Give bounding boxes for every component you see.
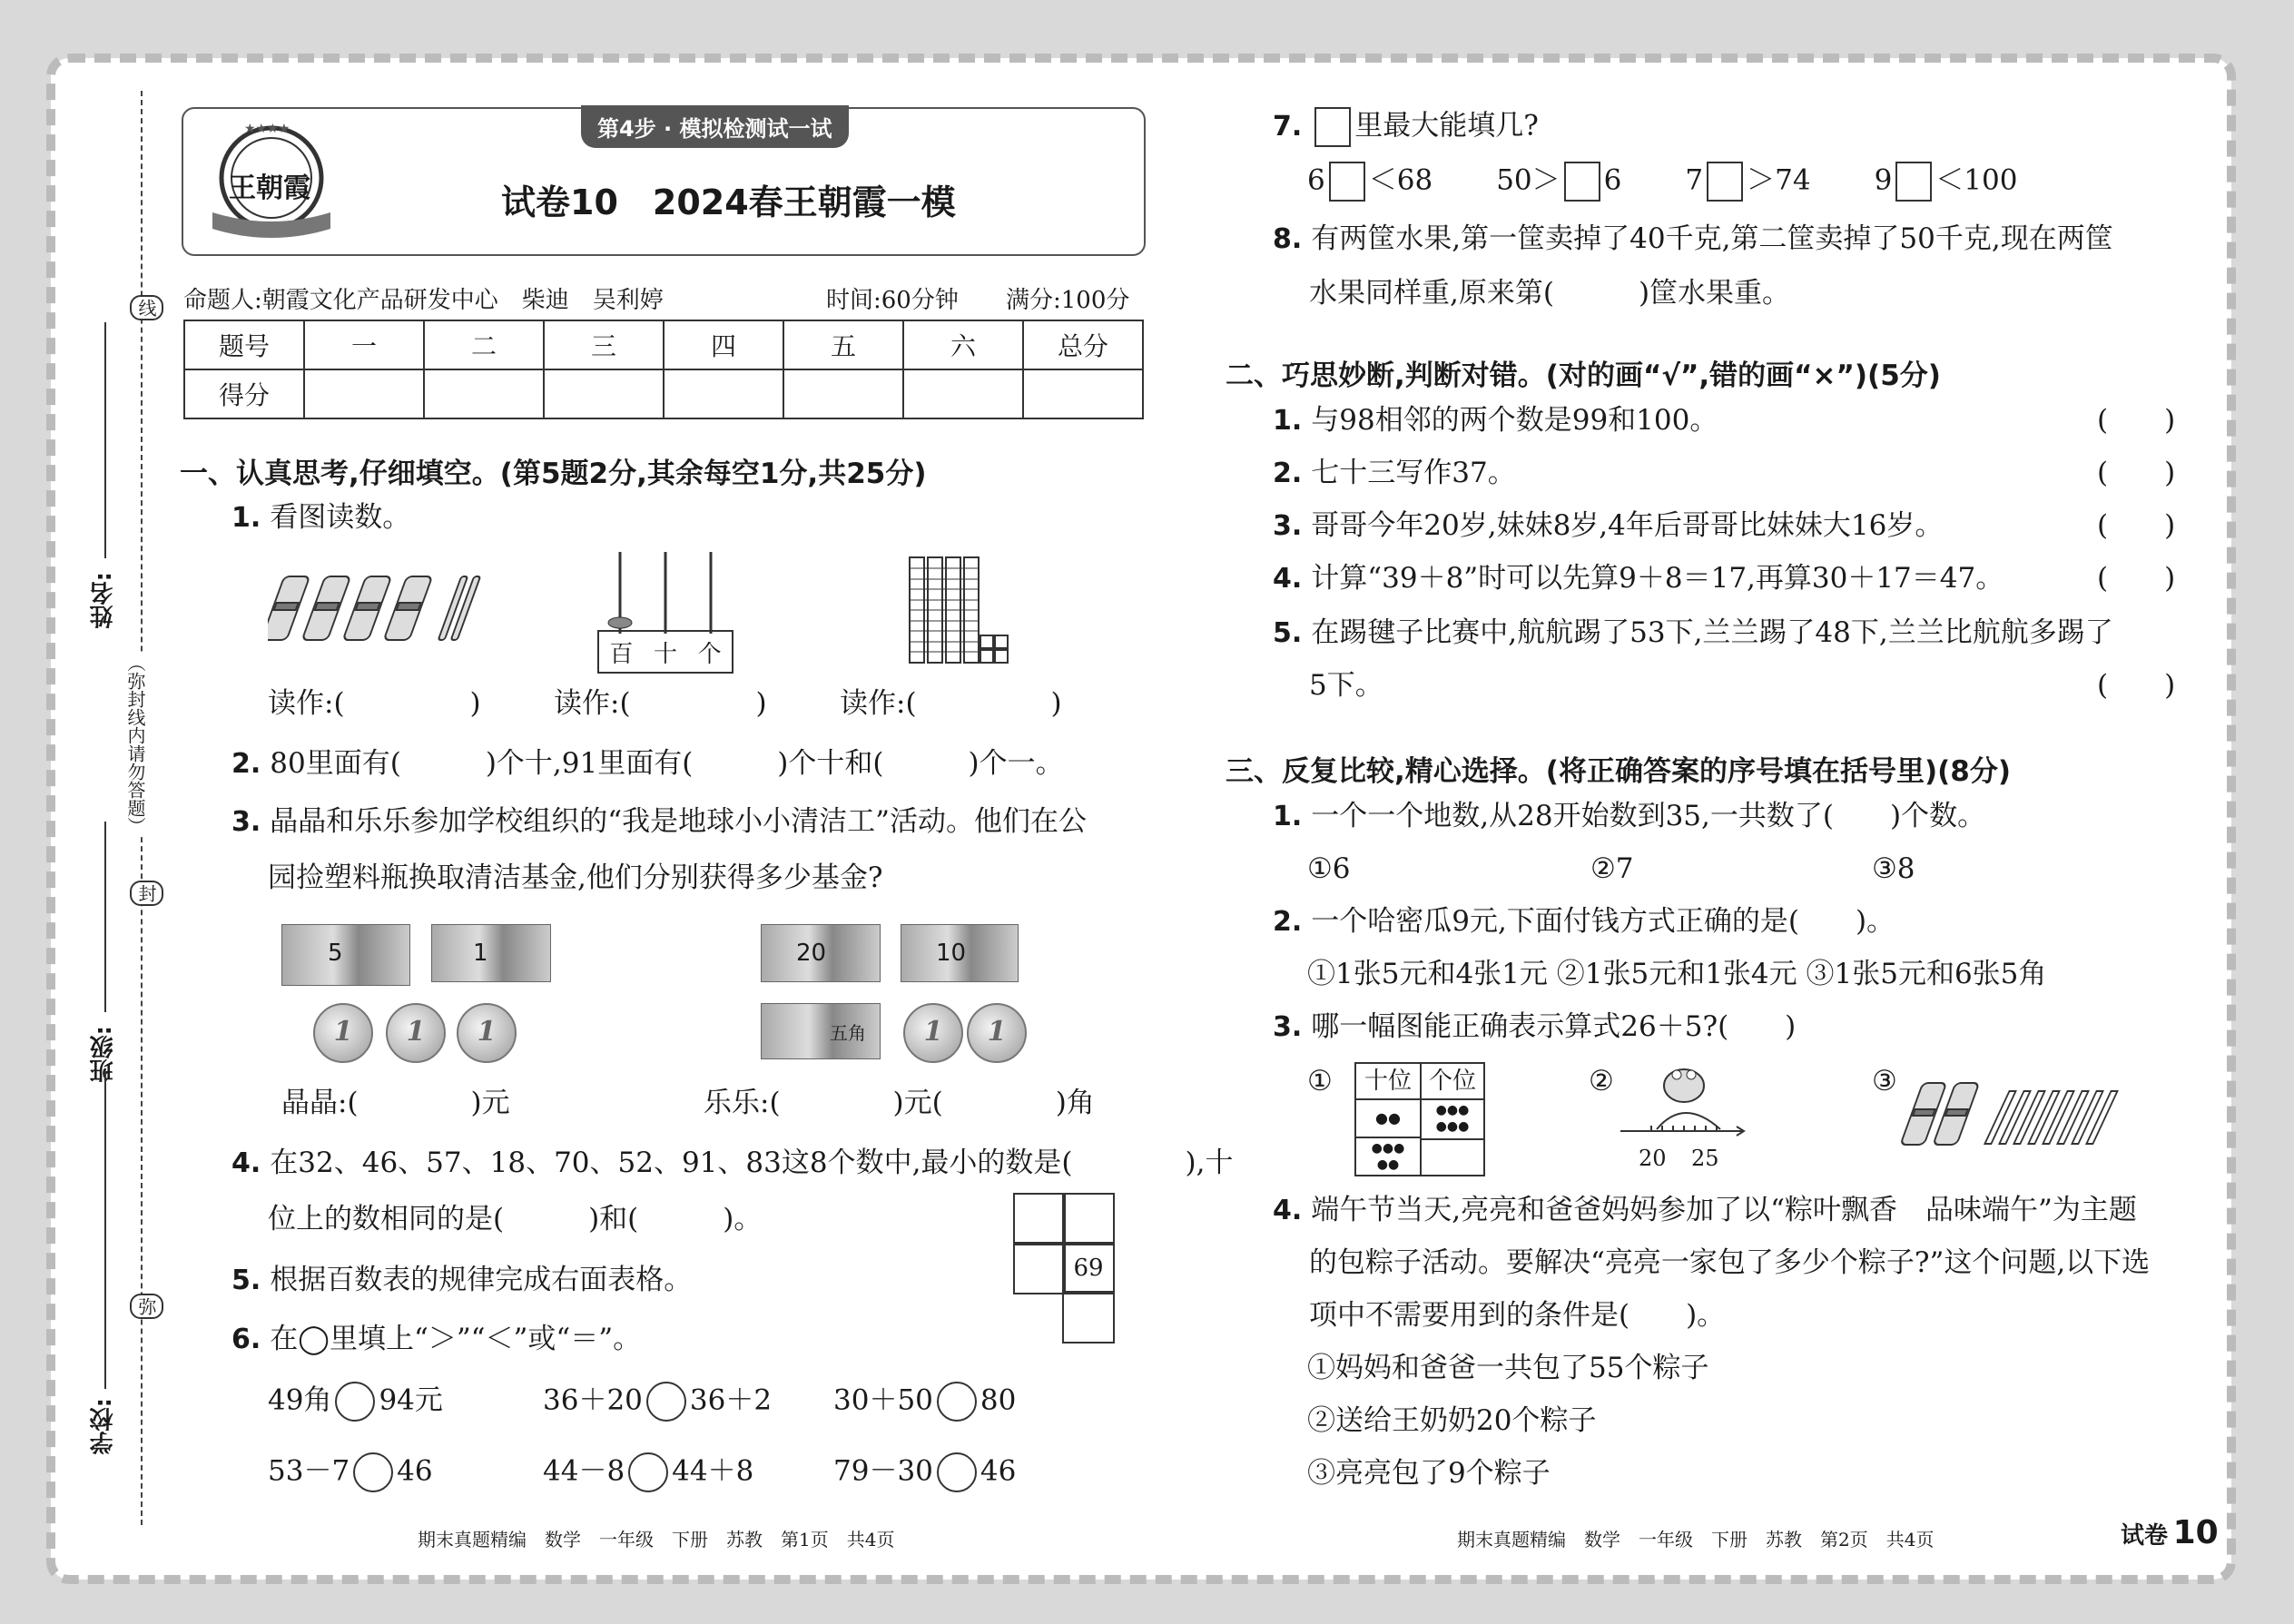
- score-header-cell: 二: [424, 320, 544, 369]
- score-header-cell: 题号: [184, 320, 304, 369]
- bill-1-yuan: [431, 924, 551, 982]
- q2-number: 2.: [231, 748, 261, 780]
- bind-mark: 弥: [130, 1294, 163, 1319]
- score-table-header-row: [184, 320, 1143, 369]
- q1-answer-2: [554, 687, 767, 720]
- choice-text: 哪一幅图能正确表示算式26＋5?( ): [1311, 1010, 1797, 1043]
- compare-item: [543, 1452, 753, 1492]
- grid-cell[interactable]: [1062, 1291, 1115, 1343]
- choice-text: 一个哈密瓜9元,下面付钱方式正确的是( )。: [1311, 905, 1895, 938]
- score-header-cell: 四: [664, 320, 783, 369]
- choice-text: 一个一个地数,从28开始数到35,一共数了( )个数。: [1311, 800, 1986, 832]
- judge-paren[interactable]: ( ): [2097, 562, 2176, 595]
- q7-text: 里最大能填几?: [1354, 109, 1539, 143]
- choice-option[interactable]: ①妈妈和爸爸一共包了55个粽子: [1307, 1352, 1709, 1384]
- choice-number: 2.: [1273, 906, 1303, 938]
- q7-item-a: 50＞: [1496, 163, 1561, 197]
- q7-item-a: 7: [1685, 163, 1704, 197]
- score-table: [183, 320, 1144, 419]
- q7-item-a: 9: [1874, 163, 1893, 197]
- q8: [1273, 222, 2113, 255]
- q5-text: 根据百数表的规律完成右面表格。: [270, 1264, 693, 1296]
- frog-number-line-figure: [1620, 1060, 1748, 1151]
- choice-q4-line3: 项中不需要用到的条件是( )。: [1309, 1299, 1726, 1332]
- q6-text: 在◯里填上“＞”“＜”或“＝”。: [270, 1323, 642, 1355]
- grid-cell[interactable]: [1062, 1193, 1115, 1245]
- binding-margin: [86, 91, 159, 1525]
- paper-label: [2121, 1514, 2219, 1551]
- logo-text: 王朝霞: [229, 172, 310, 204]
- abacus-label: 十: [653, 640, 677, 668]
- choice-option[interactable]: ③: [1872, 1065, 1897, 1097]
- judge-text: 七十三写作37。: [1311, 457, 1516, 489]
- q4: [231, 1149, 1233, 1177]
- q4-text-line1: 在32、46、57、18、70、52、91、83这8个数中,最小的数是( ),十: [270, 1147, 1234, 1179]
- compare-right: 46: [980, 1454, 1017, 1488]
- bill-value: 五角: [830, 1022, 866, 1044]
- q7: [1273, 107, 1539, 147]
- q7-item: [1307, 162, 1433, 202]
- judge-text: 与98相邻的两个数是99和100。: [1311, 404, 1718, 437]
- logo: [203, 122, 340, 240]
- q7-item-b: ＞74: [1747, 163, 1811, 197]
- dots-icon: ●●● ●●: [1356, 1138, 1422, 1176]
- q1-text: 看图读数。: [270, 501, 411, 534]
- compare-left: 44－8: [543, 1454, 625, 1488]
- score-row-label: 得分: [184, 369, 304, 418]
- choice-q2: [1273, 905, 1895, 938]
- choice-text-line1: 端午节当天,亮亮和爸爸妈妈参加了以“粽叶飘香 品味端午”为主题: [1311, 1194, 2137, 1226]
- fill-box[interactable]: [1707, 162, 1743, 202]
- q3-text-line1: 晶晶和乐乐参加学校组织的“我是地球小小清洁工”活动。他们在公: [270, 805, 1087, 838]
- compare-right: 36＋2: [689, 1383, 773, 1417]
- q7-number: 7.: [1273, 110, 1303, 143]
- compare-item: [833, 1382, 1016, 1422]
- footer-left: 期末真题精编 数学 一年级 下册 苏教 第1页 共4页: [418, 1529, 895, 1550]
- answer-blank[interactable]: ): [1050, 687, 1062, 720]
- paper-label-text: 试卷: [2121, 1522, 2169, 1550]
- score-header-cell: 总分: [1023, 320, 1143, 369]
- q8-line2: 水果同样重,原来第( )筐水果重。: [1309, 277, 1791, 310]
- choice-option[interactable]: ③8: [1872, 852, 1915, 885]
- q5-number: 5.: [231, 1265, 261, 1296]
- judge-number: 5.: [1273, 617, 1303, 649]
- coin-1-yuan: 1: [386, 1003, 446, 1063]
- name-label: 姓名:: [90, 572, 117, 629]
- compare-item: [268, 1452, 433, 1492]
- compare-left: 49角: [268, 1383, 332, 1417]
- q3-line2: 园捡塑料瓶换取清洁基金,他们分别获得多少基金?: [268, 861, 883, 894]
- bill-5-jiao: [761, 1003, 881, 1059]
- choice-option[interactable]: ②: [1589, 1065, 1614, 1097]
- judge-item: [1273, 459, 1516, 487]
- read-as-label: 读作:(: [268, 687, 345, 720]
- q2: [231, 747, 1064, 780]
- q6: [231, 1325, 641, 1353]
- choice-options[interactable]: ①1张5元和4张1元 ②1张5元和1张4元 ③1张5元和6张5角: [1307, 958, 2047, 990]
- compare-circle[interactable]: [335, 1382, 375, 1422]
- blank-box-icon: [1314, 107, 1351, 147]
- score-header-cell: 六: [903, 320, 1023, 369]
- score-cell[interactable]: [1023, 369, 1143, 418]
- grid-cell[interactable]: [1013, 1242, 1066, 1294]
- judge-item: [1273, 616, 2113, 649]
- score-header-cell: 五: [783, 320, 903, 369]
- score-cell[interactable]: [544, 369, 664, 418]
- choice-number: 1.: [1273, 801, 1303, 832]
- judge-paren[interactable]: ( ): [2097, 404, 2176, 437]
- q7-item: [1496, 162, 1621, 202]
- compare-right: 94元: [379, 1383, 443, 1417]
- q3: [231, 805, 1087, 838]
- compare-item: [543, 1382, 772, 1422]
- compare-left: 30＋50: [833, 1383, 933, 1417]
- q1-answer-1: [268, 687, 481, 720]
- number-line-label: 20: [1639, 1146, 1667, 1171]
- bill-20-yuan: [761, 924, 881, 982]
- section1-title: 一、认真思考,仔细填空。(第5题2分,其余每空1分,共25分): [180, 458, 927, 490]
- q7-item-a: 6: [1307, 163, 1325, 197]
- q6-number: 6.: [231, 1324, 261, 1355]
- q4-line2: 位上的数相同的是( )和( )。: [268, 1203, 763, 1235]
- q7-items: [1307, 162, 2017, 202]
- choice-option[interactable]: ③亮亮包了9个粽子: [1307, 1457, 1551, 1490]
- choice-option[interactable]: ②送给王奶奶20个粽子: [1307, 1404, 1597, 1437]
- judge-number: 4.: [1273, 563, 1303, 595]
- compare-left: 36＋20: [543, 1383, 643, 1417]
- judge-paren[interactable]: ( ): [2097, 509, 2176, 542]
- judge-text: 计算“39＋8”时可以先算9＋8＝17,再算30＋17＝47。: [1311, 562, 2004, 595]
- choice-option[interactable]: ②7: [1590, 852, 1634, 885]
- judge-item-line2: 5下。: [1309, 669, 1383, 702]
- judge-item: [1273, 562, 2004, 595]
- compare-item: [268, 1382, 443, 1422]
- judge-text: 在踢毽子比赛中,航航踢了53下,兰兰踢了48下,兰兰比航航多踢了: [1311, 616, 2113, 649]
- ones-header: 个位: [1422, 1064, 1483, 1100]
- q7-item-b: ＜68: [1368, 163, 1433, 197]
- judge-text: 哥哥今年20岁,妹妹8岁,4年后哥哥比妹妹大16岁。: [1311, 509, 1944, 542]
- bill-value: 10: [936, 940, 967, 967]
- coin-1-yuan: 1: [967, 1003, 1027, 1063]
- judge-number: 3.: [1273, 510, 1303, 542]
- judge-number: 1.: [1273, 405, 1303, 437]
- q1-number: 1.: [231, 502, 261, 534]
- compare-right: 46: [397, 1454, 433, 1488]
- exam-time: 时间:60分钟: [826, 287, 959, 314]
- header-box: [182, 107, 1146, 256]
- compare-circle[interactable]: [353, 1452, 393, 1492]
- authors: 命题人:朝霞文化产品研发中心 柴迪 吴利婷: [183, 287, 664, 314]
- choice-q1: [1273, 802, 1985, 831]
- fill-box[interactable]: [1564, 162, 1600, 202]
- bill-value: 1: [473, 940, 488, 967]
- grid-cell[interactable]: [1013, 1193, 1066, 1245]
- fill-box[interactable]: [1329, 162, 1365, 202]
- bill-value: 20: [796, 940, 827, 967]
- compare-right: 44＋8: [672, 1454, 754, 1488]
- coin-1-yuan: 1: [457, 1003, 517, 1063]
- choice-number: 3.: [1273, 1011, 1303, 1043]
- seal-line-mark: 线: [130, 295, 163, 320]
- svg-text:★★★★: ★★★★: [244, 122, 290, 136]
- coin-1-yuan: 1: [313, 1003, 373, 1063]
- score-cell[interactable]: [783, 369, 903, 418]
- dots-icon: ●●● ●●●: [1422, 1100, 1483, 1140]
- lele-answer: 乐乐:( )元( )角: [704, 1087, 1095, 1119]
- read-as-label: 读作:(: [554, 687, 631, 720]
- binding-note: （弥封线内请勿答题）: [123, 654, 149, 835]
- score-table-score-row: [184, 369, 1143, 418]
- bill-value: 5: [328, 940, 343, 967]
- compare-left: 79－30: [833, 1454, 933, 1488]
- choice-option[interactable]: ①6: [1307, 852, 1351, 885]
- compare-circle[interactable]: [628, 1452, 668, 1492]
- answer-blank[interactable]: ): [469, 687, 481, 720]
- q2-text: 80里面有( )个十,91里面有( )个十和( )个一。: [270, 747, 1064, 780]
- section2-title: 二、巧思妙断,判断对错。(对的画“√”,错的画“×”)(5分): [1226, 359, 1941, 392]
- abacus-rods-icon: [597, 552, 733, 634]
- q3-number: 3.: [231, 806, 261, 838]
- place-value-chart: [1354, 1062, 1485, 1176]
- abacus-base: [597, 630, 733, 674]
- section3-title: 三、反复比较,精心选择。(将正确答案的序号填在括号里)(8分): [1226, 755, 2012, 788]
- q7-item-b: 6: [1603, 163, 1622, 197]
- full-score: 满分:100分: [1006, 287, 1130, 314]
- tens-header: 十位: [1356, 1064, 1422, 1100]
- abacus-label: 百: [609, 640, 634, 668]
- score-header-cell: 一: [304, 320, 424, 369]
- compare-circle[interactable]: [937, 1452, 977, 1492]
- q8-text-line1: 有两筐水果,第一筐卖掉了40千克,第二筐卖掉了50千克,现在两筐: [1311, 222, 2113, 255]
- q8-number: 8.: [1273, 223, 1303, 255]
- judge-number: 2.: [1273, 458, 1303, 489]
- choice-q4-line2: 的包粽子活动。要解决“亮亮一家包了多少个粽子?”这个问题,以下选: [1309, 1246, 2151, 1279]
- choice-option[interactable]: ①: [1307, 1065, 1333, 1097]
- choice-q4: [1273, 1196, 2137, 1225]
- q7-item: [1875, 162, 2018, 202]
- grid-cell-given: 69: [1062, 1242, 1115, 1294]
- coin-1-yuan: 1: [903, 1003, 963, 1063]
- q7-item: [1685, 162, 1810, 202]
- judge-item: [1273, 404, 1718, 437]
- number-line-label: 25: [1691, 1146, 1719, 1171]
- q1: [231, 501, 411, 534]
- q5: [231, 1266, 692, 1294]
- q1-answer-3: [840, 687, 1062, 720]
- school-label: 学校:: [90, 1398, 117, 1455]
- compare-circle[interactable]: [646, 1382, 686, 1422]
- q7-item-b: ＜100: [1935, 163, 2018, 197]
- jingjing-answer: 晶晶:( )元: [281, 1087, 510, 1119]
- cube-rods-figure: [908, 556, 1012, 664]
- judge-paren[interactable]: ( ): [2097, 457, 2176, 489]
- judge-paren[interactable]: ( ): [2097, 669, 2176, 702]
- bill-10-yuan: [901, 924, 1019, 982]
- compare-right: 80: [980, 1383, 1017, 1417]
- seal-mark: 封: [130, 881, 163, 906]
- choice-number: 4.: [1273, 1195, 1303, 1226]
- class-label: 班级:: [90, 1026, 117, 1083]
- score-cell[interactable]: [424, 369, 544, 418]
- q4-number: 4.: [231, 1147, 261, 1179]
- compare-item: [833, 1452, 1016, 1492]
- score-cell[interactable]: [664, 369, 783, 418]
- judge-item: [1273, 509, 1944, 542]
- abacus: [597, 552, 733, 672]
- compare-left: 53－7: [268, 1454, 350, 1488]
- score-header-cell: 三: [544, 320, 664, 369]
- fill-box[interactable]: [1895, 162, 1932, 202]
- choice-q3: [1273, 1010, 1797, 1043]
- bundles-and-sticks-figure: [1897, 1078, 2133, 1151]
- abacus-label: 个: [697, 640, 722, 668]
- dots-icon: ●●: [1356, 1100, 1422, 1138]
- compare-circle[interactable]: [937, 1382, 977, 1422]
- hundred-chart-grid: [1013, 1193, 1113, 1345]
- bill-5-yuan: [281, 924, 410, 986]
- stick-bundles-figure: [268, 572, 486, 649]
- score-cell[interactable]: [903, 369, 1023, 418]
- step-label: 第4步 · 模拟检测试一试: [581, 105, 849, 148]
- footer-right: 期末真题精编 数学 一年级 下册 苏教 第2页 共4页: [1457, 1529, 1935, 1550]
- paper-number: 10: [2172, 1514, 2219, 1551]
- page-title: 试卷10 2024春王朝霞一模: [501, 182, 956, 222]
- read-as-label: 读作:(: [840, 687, 917, 720]
- answer-blank[interactable]: ): [755, 687, 767, 720]
- score-cell[interactable]: [304, 369, 424, 418]
